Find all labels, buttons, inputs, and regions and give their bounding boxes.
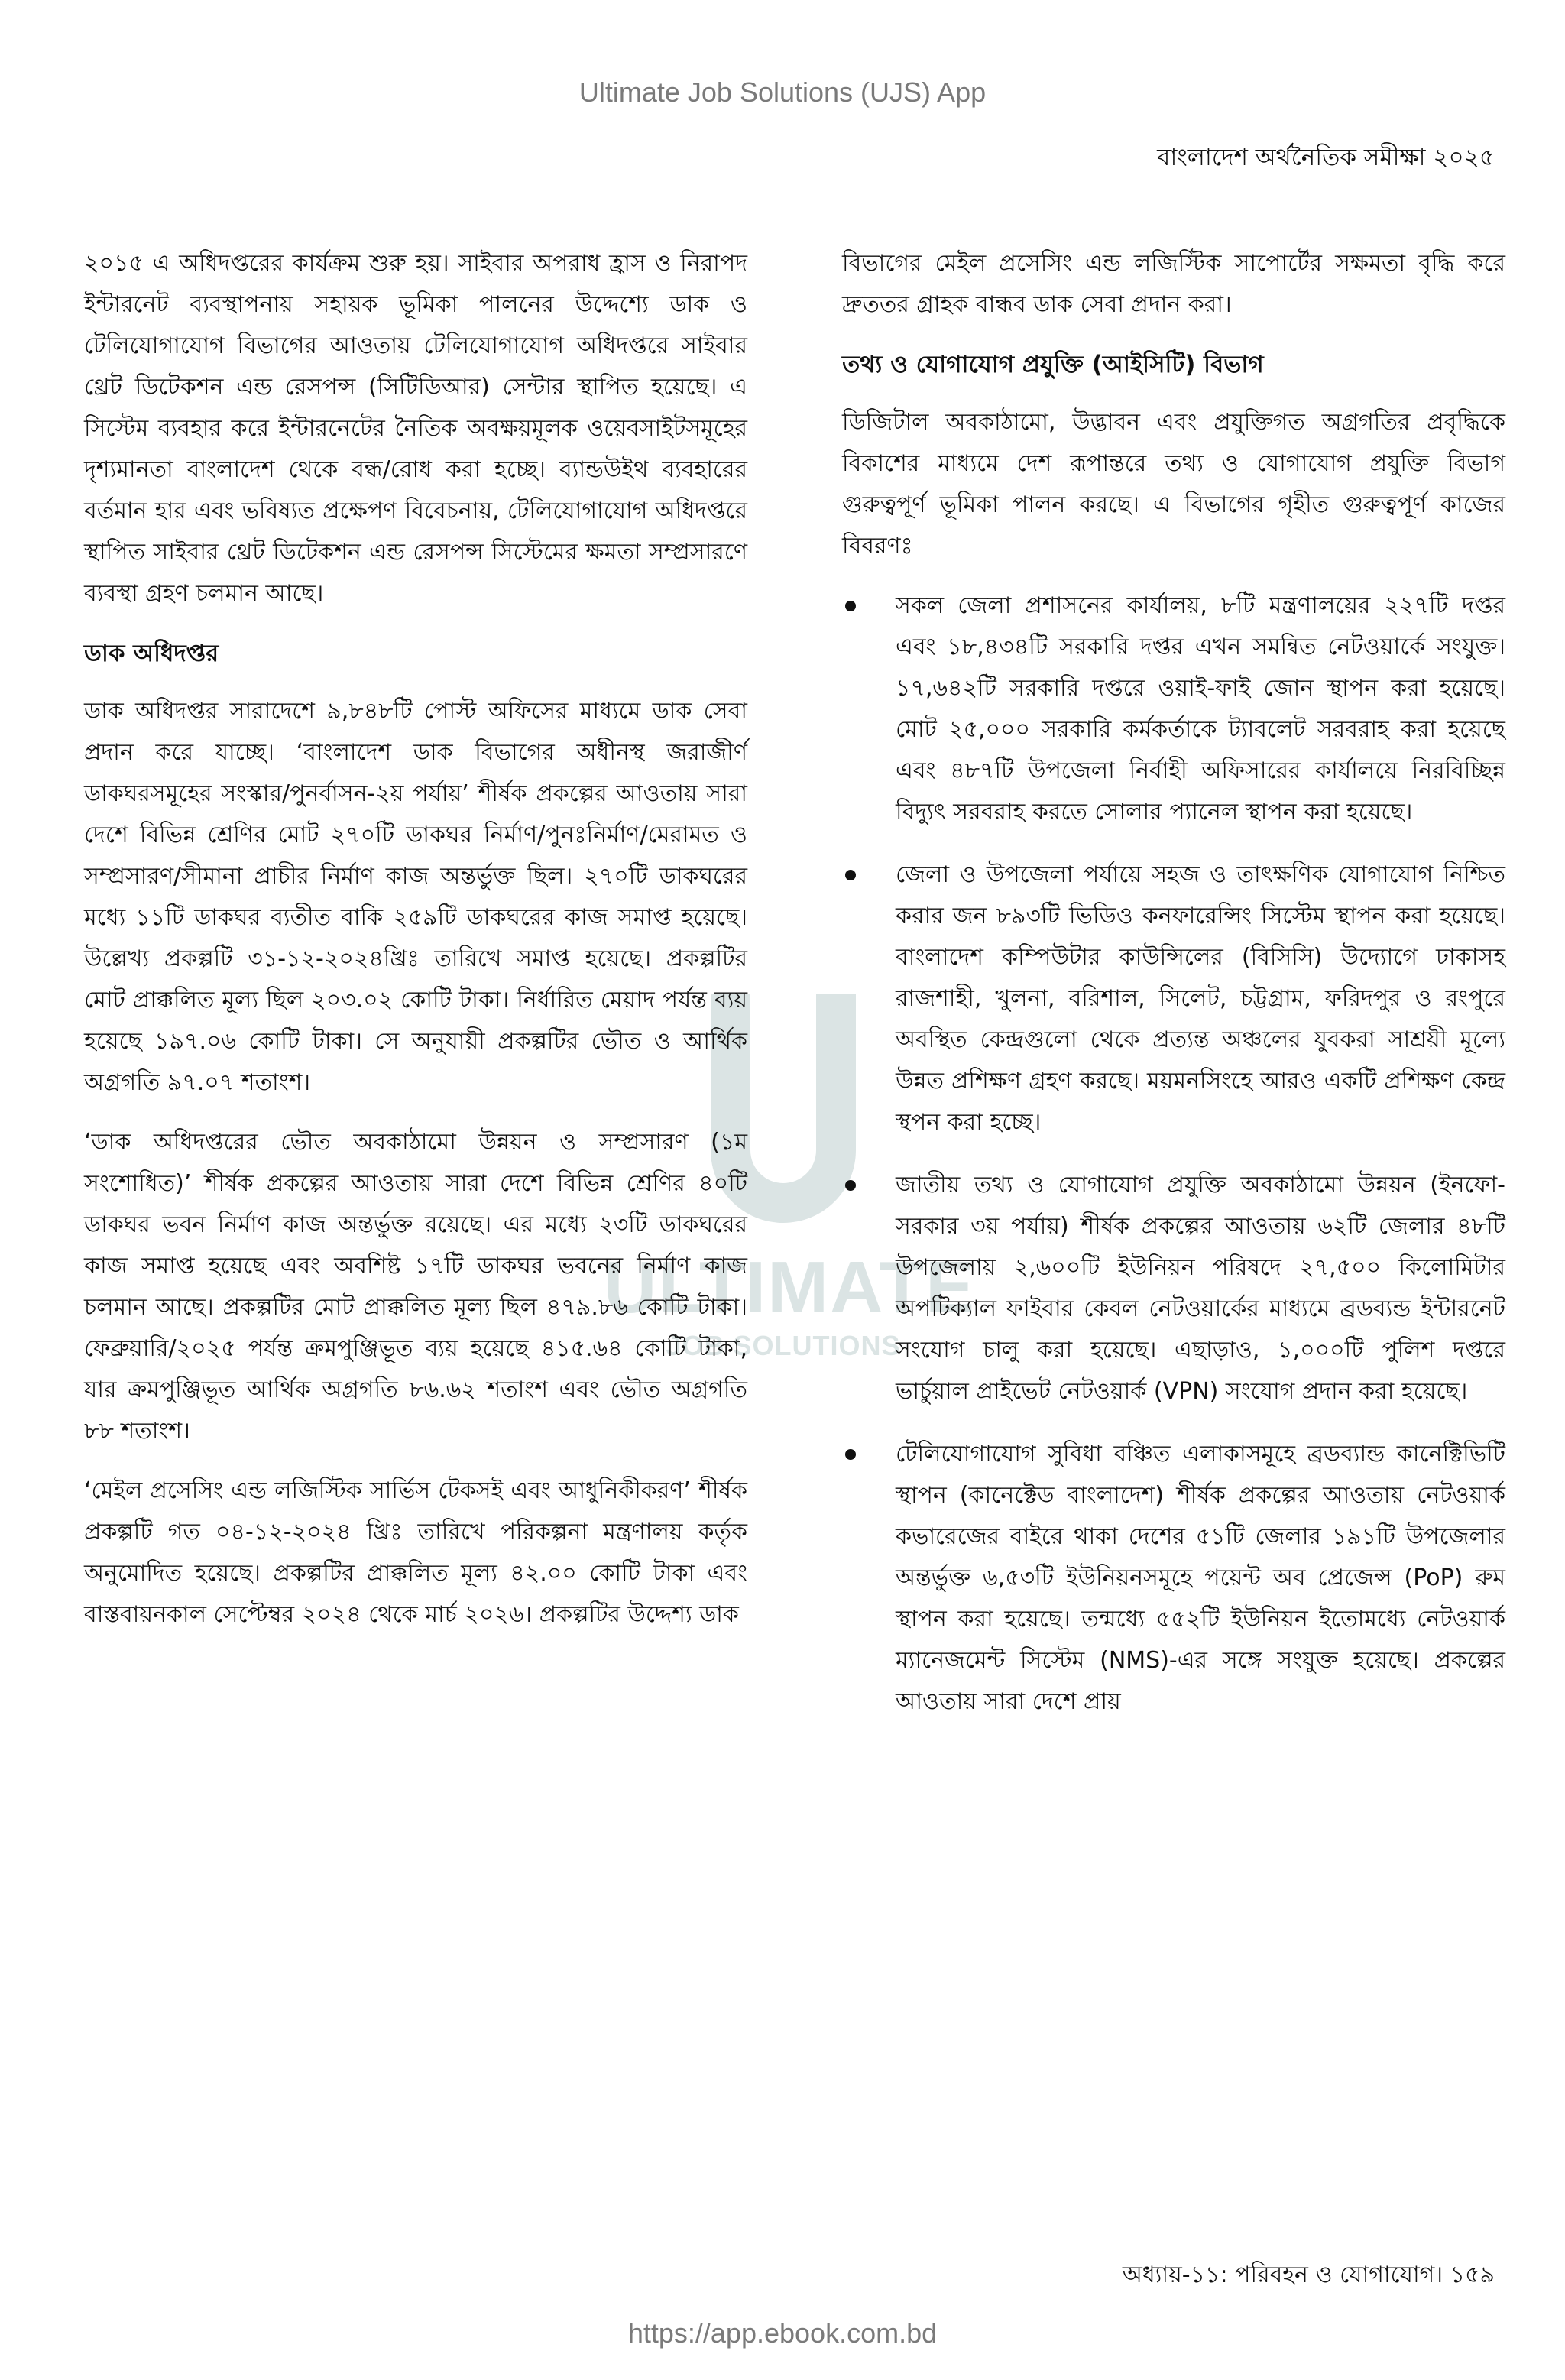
paragraph: বিভাগের মেইল প্রসেসিং এন্ড লজিস্টিক সাপোর্টের সক্ষমতা বৃদ্ধি করে দ্রুততর গ্রাহক বান্ধব ডাক সেবা প্রদান করা। [842,250,1505,318]
list-item [842,1165,1505,1412]
paragraph: ‘মেইল প্রসেসিং এন্ড লজিস্টিক সার্ভিস টেকসই এবং আধুনিকীকরণ’ শীর্ষক প্রকল্পটি গত ০৪-১২-২০২৪ খ্রিঃ তারিখে পরিকল্পনা মন্ত্রণালয় কর্তৃক অনুমোদিত হয়েছে। প্রকল্পটির প্রাক্কলিত মূল্য ৪২.০০ কোটি টাকা এবং বাস্তবায়নকাল সেপ্টেম্বর ২০২৪ থেকে মার্চ ২০২৬। প্রকল্পটির উদ্দেশ্য ডাক [84,1477,747,1628]
watermark-subtitle: JOB SOLUTIONS [666,1330,901,1361]
watermark-title: ULTIMATE [604,1247,976,1328]
page-footer: অধ্যায়-১১: পরিবহন ও যোগাযোগ। ১৫৯ [1122,2262,1495,2288]
left-column [84,243,747,1654]
paragraph: ‘ডাক অধিদপ্তরের ভৌত অবকাঠামো উন্নয়ন ও সম্প্রসারণ (১ম সংশোধিত)’ শীর্ষক প্রকল্পের আওতায় সারা দেশে বিভিন্ন শ্রেণির ৪০টি ডাকঘর ভবন নির্মাণ কাজ অন্তর্ভুক্ত রয়েছে। এর মধ্যে ২৩টি ডাকঘরের কাজ সমাপ্ত হয়েছে এবং অবশিষ্ট ১৭টি ডাকঘর ভবনের নির্মাণ কাজ চলমান আছে। প্রকল্পটির মোট প্রাক্কলিত মূল্য ছিল ৪৭৯.৮৬ কোটি টাকা। ফেব্রুয়ারি/২০২৫ পর্যন্ত ক্রমপুঞ্জিভূত ব্যয় হয়েছে ৪১৫.৬৪ কোটি টাকা, যার ক্রমপুঞ্জিভূত আর্থিক অগ্রগতি ৮৬.৬২ শতাংশ এবং ভৌত অগ্রগতি ৮৮ শতাংশ। [84,1129,747,1445]
list-item [842,854,1505,1143]
bullet-icon [845,1449,856,1460]
footer-url[interactable]: https://app.ebook.com.bd [627,2317,938,2349]
paragraph: ডিজিটাল অবকাঠামো, উদ্ভাবন এবং প্রযুক্তিগত অগ্রগতির প্রবৃদ্ধিকে বিকাশের মাধ্যমে দেশ রূপান্তরে তথ্য ও যোগাযোগ প্রযুক্তি বিভাগ গুরুত্বপূর্ণ ভূমিকা পালন করছে। এ বিভাগের গৃহীত গুরুত্বপূর্ণ কাজের বিবরণঃ [842,409,1505,559]
right-column [842,243,1505,1744]
app-banner: Ultimate Job Solutions (UJS) App [578,76,987,108]
running-header: বাংলাদেশ অর্থনৈতিক সমীক্ষা ২০২৫ [1157,144,1495,171]
bullet-list [842,585,1505,1723]
list-item-text: জাতীয় তথ্য ও যোগাযোগ প্রযুক্তি অবকাঠামো উন্নয়ন (ইনফো-সরকার ৩য় পর্যায়) শীর্ষক প্রকল্পের আওতায় ৬২টি জেলার ৪৮টি উপজেলায় ২,৬০০টি ইউনিয়ন পরিষদে ২৭,৫০০ কিলোমিটার অপটিক্যাল ফাইবার কেবল নেটওয়ার্কের মাধ্যমে ব্রডব্যন্ড ইন্টারনেট সংযোগ চালু করা হয়েছে। এছাড়াও, ১,০০০টি পুলিশ দপ্তরে ভার্চুয়াল প্রাইভেট নেটওয়ার্ক (VPN) সংযোগ প্রদান করা হয়েছে। [896,1172,1505,1405]
bullet-icon [845,1180,856,1191]
list-item-text: টেলিযোগাযোগ সুবিধা বঞ্চিত এলাকাসমূহে ব্রডব্যান্ড কানেক্টিভিটি স্থাপন (কানেক্টেড বাংলাদেশ) শীর্ষক প্রকল্পের আওতায় নেটওয়ার্ক কভারেজের বাইরে থাকা দেশের ৫১টি জেলার ১৯১টি উপজেলার অন্তর্ভুক্ত ৬,৫৩টি ইউনিয়নসমূহে পয়েন্ট অব প্রেজেন্স (PoP) রুম স্থাপন করা হয়েছে। তন্মধ্যে ৫৫২টি ইউনিয়ন ইতোমধ্যে নেটওয়ার্ক ম্যানেজমেন্ট সিস্টেম (NMS)-এর সঙ্গে সংযুক্ত হয়েছে। প্রকল্পের আওতায় সারা দেশে প্রায় [896,1441,1505,1715]
list-item [842,585,1505,833]
section-heading-post-department: ডাক অধিদপ্তর [84,640,219,667]
bullet-icon [845,601,856,611]
list-item-text: সকল জেলা প্রশাসনের কার্যালয়, ৮টি মন্ত্রণালয়ের ২২৭টি দপ্তর এবং ১৮,৪৩৪টি সরকারি দপ্তর এখন সমন্বিত নেটওয়ার্কে সংযুক্ত। ১৭,৬৪২টি সরকারি দপ্তরে ওয়াই-ফাই জোন স্থাপন করা হয়েছে। মোট ২৫,০০০ সরকারি কর্মকর্তাকে ট্যাবলেট সরবরাহ করা হয়েছে এবং ৪৮৭টি উপজেলা নির্বাহী অফিসারের কার্যালয়ে নিরবিচ্ছিন্ন বিদ্যুৎ সরবরাহ করতে সোলার প্যানেল স্থাপন করা হয়েছে। [896,592,1505,825]
list-item [842,1434,1505,1723]
bullet-icon [845,870,856,880]
paragraph: ডাক অধিদপ্তর সারাদেশে ৯,৮৪৮টি পোস্ট অফিসের মাধ্যমে ডাক সেবা প্রদান করে যাচ্ছে। ‘বাংলাদেশ ডাক বিভাগের অধীনস্থ জরাজীর্ণ ডাকঘরসমূহের সংস্কার/পুনর্বাসন-২য় পর্যায়’ শীর্ষক প্রকল্পের আওতায় সারা দেশে বিভিন্ন শ্রেণির মোট ২৭০টি ডাকঘর নির্মাণ/পুনঃনির্মাণ/মেরামত ও সম্প্রসারণ/সীমানা প্রাচীর নির্মাণ কাজ অন্তর্ভুক্ত ছিল। ২৭০টি ডাকঘরের মধ্যে ১১টি ডাকঘর ব্যতীত বাকি ২৫৯টি ডাকঘরের কাজ সমাপ্ত হয়েছে। উল্লেখ্য প্রকল্পটি ৩১-১২-২০২৪খ্রিঃ তারিখে সমাপ্ত হয়েছে। প্রকল্পটির মোট প্রাক্কলিত মূল্য ছিল ২০৩.০২ কোটি টাকা। নির্ধারিত মেয়াদ পর্যন্ত ব্যয় হয়েছে ১৯৭.০৬ কোটি টাকা। সে অনুযায়ী প্রকল্পটির ভৌত ও আর্থিক অগ্রগতি ৯৭.০৭ শতাংশ। [84,698,747,1096]
list-item-text: জেলা ও উপজেলা পর্যায়ে সহজ ও তাৎক্ষণিক যোগাযোগ নিশ্চিত করার জন ৮৯৩টি ভিডিও কনফারেন্সিং সিস্টেম স্থাপন করা হয়েছে। বাংলাদেশ কম্পিউটার কাউন্সিলের (বিসিসি) উদ্যোগে ঢাকাসহ রাজশাহী, খুলনা, বরিশাল, সিলেট, চট্টগ্রাম, ফরিদপুর ও রংপুরে অবস্থিত কেন্দ্রগুলো থেকে প্রত্যন্ত অঞ্চলের যুবকরা সাশ্রয়ী মূল্যে উন্নত প্রশিক্ষণ গ্রহণ করছে। ময়মনসিংহে আরও একটি প্রশিক্ষণ কেন্দ্র স্থপন করা হচ্ছে। [896,861,1505,1136]
paragraph: ২০১৫ এ অধিদপ্তরের কার্যক্রম শুরু হয়। সাইবার অপরাধ হ্রাস ও নিরাপদ ইন্টারনেট ব্যবস্থাপনায় সহায়ক ভূমিকা পালনের উদ্দেশ্যে ডাক ও টেলিযোগাযোগ বিভাগের আওতায় টেলিযোগাযোগ অধিদপ্তরে সাইবার থ্রেট ডিটেকশন এন্ড রেসপন্স (সিটিডিআর) সেন্টার স্থাপিত হয়েছে। এ সিস্টেম ব্যবহার করে ইন্টারনেটের নৈতিক অবক্ষয়মূলক ওয়েবসাইটসমূহের দৃশ্যমানতা বাংলাদেশ থেকে বন্ধ/রোধ করা হচ্ছে। ব্যান্ডউইথ ব্যবহারের বর্তমান হার এবং ভবিষ্যত প্রক্ষেপণ বিবেচনায়, টেলিযোগাযোগ অধিদপ্তরে স্থাপিত সাইবার থ্রেট ডিটেকশন এন্ড রেসপন্স সিস্টেমের ক্ষমতা সম্প্রসারণে ব্যবস্থা গ্রহণ চলমান আছে। [84,250,747,607]
section-heading-ict-division: তথ্য ও যোগাযোগ প্রযুক্তি (আইসিটি) বিভাগ [842,351,1264,378]
